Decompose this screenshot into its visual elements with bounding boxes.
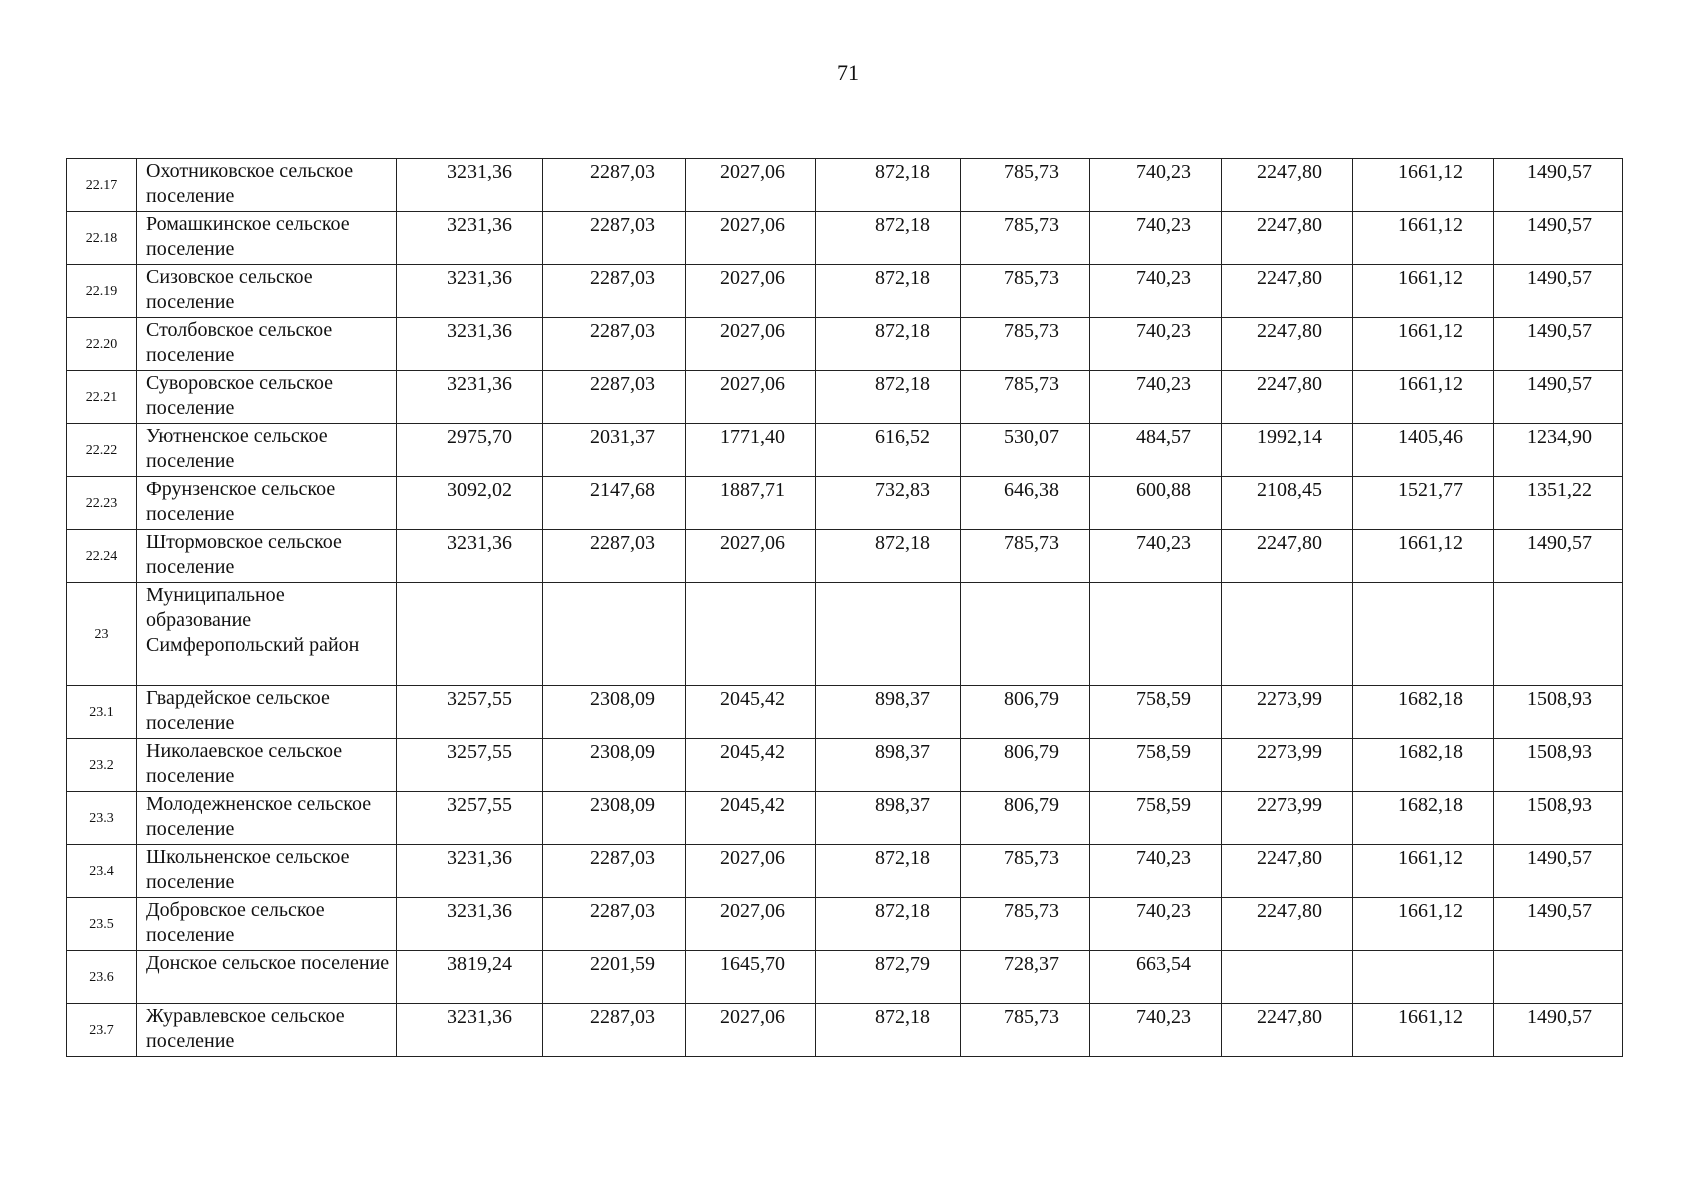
row-number: 23.4 bbox=[67, 845, 137, 898]
settlement-name: Муниципальное образование Симферопольский район bbox=[137, 583, 397, 686]
value-cell: 3231,36 bbox=[397, 212, 543, 265]
value-cell bbox=[961, 583, 1090, 686]
row-number: 23.5 bbox=[67, 898, 137, 951]
settlement-name: Сизовское сельское поселение bbox=[137, 265, 397, 318]
value-cell: 758,59 bbox=[1090, 686, 1222, 739]
value-cell: 2287,03 bbox=[543, 318, 686, 371]
value-cell: 1521,77 bbox=[1353, 477, 1494, 530]
value-cell: 872,18 bbox=[816, 530, 961, 583]
row-number: 23.3 bbox=[67, 792, 137, 845]
settlement-name: Школьненское сельское поселение bbox=[137, 845, 397, 898]
value-cell: 872,18 bbox=[816, 898, 961, 951]
value-cell: 898,37 bbox=[816, 686, 961, 739]
value-cell: 1490,57 bbox=[1494, 318, 1623, 371]
value-cell: 2247,80 bbox=[1222, 371, 1353, 424]
value-cell: 785,73 bbox=[961, 265, 1090, 318]
value-cell: 785,73 bbox=[961, 530, 1090, 583]
value-cell: 898,37 bbox=[816, 792, 961, 845]
value-cell: 806,79 bbox=[961, 739, 1090, 792]
value-cell: 663,54 bbox=[1090, 951, 1222, 1004]
value-cell: 740,23 bbox=[1090, 371, 1222, 424]
value-cell: 1490,57 bbox=[1494, 898, 1623, 951]
value-cell bbox=[1494, 951, 1623, 1004]
table-row bbox=[67, 951, 1623, 1004]
value-cell: 2045,42 bbox=[686, 792, 816, 845]
table-row bbox=[67, 212, 1623, 265]
value-cell: 1661,12 bbox=[1353, 845, 1494, 898]
value-cell: 740,23 bbox=[1090, 530, 1222, 583]
row-number: 22.19 bbox=[67, 265, 137, 318]
value-cell: 3231,36 bbox=[397, 159, 543, 212]
settlement-name: Николаевское сельское поселение bbox=[137, 739, 397, 792]
value-cell: 1661,12 bbox=[1353, 265, 1494, 318]
value-cell: 1508,93 bbox=[1494, 686, 1623, 739]
value-cell: 1682,18 bbox=[1353, 792, 1494, 845]
settlement-name: Ромашкинское сельское поселение bbox=[137, 212, 397, 265]
value-cell: 785,73 bbox=[961, 898, 1090, 951]
value-cell: 1661,12 bbox=[1353, 212, 1494, 265]
value-cell: 2287,03 bbox=[543, 371, 686, 424]
table-row bbox=[67, 845, 1623, 898]
value-cell: 2027,06 bbox=[686, 1004, 816, 1057]
row-number: 22.20 bbox=[67, 318, 137, 371]
value-cell: 740,23 bbox=[1090, 845, 1222, 898]
settlement-name: Столбовское сельское поселение bbox=[137, 318, 397, 371]
value-cell: 872,18 bbox=[816, 318, 961, 371]
value-cell: 898,37 bbox=[816, 739, 961, 792]
table-row bbox=[67, 530, 1623, 583]
value-cell: 646,38 bbox=[961, 477, 1090, 530]
value-cell: 2247,80 bbox=[1222, 898, 1353, 951]
page-number: 71 bbox=[837, 60, 859, 85]
table-row bbox=[67, 739, 1623, 792]
value-cell: 2045,42 bbox=[686, 686, 816, 739]
value-cell: 3092,02 bbox=[397, 477, 543, 530]
value-cell: 2247,80 bbox=[1222, 265, 1353, 318]
value-cell bbox=[543, 583, 686, 686]
value-cell: 3231,36 bbox=[397, 845, 543, 898]
settlement-name: Добровское сельское поселение bbox=[137, 898, 397, 951]
table-row bbox=[67, 792, 1623, 845]
value-cell: 2273,99 bbox=[1222, 792, 1353, 845]
value-cell: 872,18 bbox=[816, 845, 961, 898]
value-cell: 2287,03 bbox=[543, 212, 686, 265]
value-cell: 1234,90 bbox=[1494, 424, 1623, 477]
value-cell: 2308,09 bbox=[543, 739, 686, 792]
value-cell: 872,18 bbox=[816, 265, 961, 318]
table-row bbox=[67, 583, 1623, 686]
tariff-table bbox=[66, 158, 1623, 1057]
value-cell: 1682,18 bbox=[1353, 739, 1494, 792]
value-cell: 806,79 bbox=[961, 686, 1090, 739]
value-cell: 2247,80 bbox=[1222, 212, 1353, 265]
value-cell: 872,18 bbox=[816, 1004, 961, 1057]
row-number: 22.18 bbox=[67, 212, 137, 265]
value-cell: 2045,42 bbox=[686, 739, 816, 792]
value-cell: 1661,12 bbox=[1353, 898, 1494, 951]
table-row bbox=[67, 371, 1623, 424]
value-cell: 740,23 bbox=[1090, 318, 1222, 371]
value-cell: 740,23 bbox=[1090, 1004, 1222, 1057]
value-cell: 785,73 bbox=[961, 212, 1090, 265]
table-row bbox=[67, 265, 1623, 318]
value-cell: 1661,12 bbox=[1353, 1004, 1494, 1057]
value-cell: 785,73 bbox=[961, 159, 1090, 212]
value-cell: 1490,57 bbox=[1494, 212, 1623, 265]
value-cell: 2027,06 bbox=[686, 212, 816, 265]
value-cell: 806,79 bbox=[961, 792, 1090, 845]
value-cell: 3257,55 bbox=[397, 686, 543, 739]
value-cell: 1490,57 bbox=[1494, 371, 1623, 424]
value-cell bbox=[1353, 951, 1494, 1004]
value-cell: 3257,55 bbox=[397, 739, 543, 792]
value-cell: 2308,09 bbox=[543, 792, 686, 845]
table-row bbox=[67, 1004, 1623, 1057]
row-number: 22.24 bbox=[67, 530, 137, 583]
settlement-name: Штормовское сельское поселение bbox=[137, 530, 397, 583]
value-cell: 2027,06 bbox=[686, 318, 816, 371]
value-cell bbox=[1222, 583, 1353, 686]
value-cell: 2273,99 bbox=[1222, 686, 1353, 739]
table-row bbox=[67, 686, 1623, 739]
value-cell: 1405,46 bbox=[1353, 424, 1494, 477]
value-cell: 3819,24 bbox=[397, 951, 543, 1004]
row-number: 23.1 bbox=[67, 686, 137, 739]
table-row bbox=[67, 477, 1623, 530]
table-row bbox=[67, 159, 1623, 212]
settlement-name: Донское сельское поселение bbox=[137, 951, 397, 1004]
value-cell: 3231,36 bbox=[397, 318, 543, 371]
value-cell: 785,73 bbox=[961, 1004, 1090, 1057]
value-cell: 2273,99 bbox=[1222, 739, 1353, 792]
value-cell bbox=[686, 583, 816, 686]
value-cell bbox=[1494, 583, 1623, 686]
value-cell: 530,07 bbox=[961, 424, 1090, 477]
settlement-name: Уютненское сельское поселение bbox=[137, 424, 397, 477]
value-cell: 2287,03 bbox=[543, 265, 686, 318]
value-cell bbox=[816, 583, 961, 686]
value-cell bbox=[1353, 583, 1494, 686]
value-cell: 2287,03 bbox=[543, 1004, 686, 1057]
value-cell: 2027,06 bbox=[686, 371, 816, 424]
value-cell bbox=[1090, 583, 1222, 686]
value-cell: 728,37 bbox=[961, 951, 1090, 1004]
settlement-name: Молодежненское сельское поселение bbox=[137, 792, 397, 845]
value-cell: 2308,09 bbox=[543, 686, 686, 739]
value-cell: 1490,57 bbox=[1494, 159, 1623, 212]
value-cell: 3231,36 bbox=[397, 898, 543, 951]
value-cell: 758,59 bbox=[1090, 792, 1222, 845]
value-cell: 1661,12 bbox=[1353, 530, 1494, 583]
value-cell: 3231,36 bbox=[397, 265, 543, 318]
value-cell: 2975,70 bbox=[397, 424, 543, 477]
value-cell: 1887,71 bbox=[686, 477, 816, 530]
value-cell: 1490,57 bbox=[1494, 265, 1623, 318]
value-cell: 1771,40 bbox=[686, 424, 816, 477]
value-cell: 872,79 bbox=[816, 951, 961, 1004]
value-cell: 2247,80 bbox=[1222, 159, 1353, 212]
value-cell: 2287,03 bbox=[543, 530, 686, 583]
value-cell: 616,52 bbox=[816, 424, 961, 477]
value-cell: 1508,93 bbox=[1494, 739, 1623, 792]
settlement-name: Журавлевское сельское поселение bbox=[137, 1004, 397, 1057]
value-cell: 785,73 bbox=[961, 845, 1090, 898]
value-cell: 785,73 bbox=[961, 371, 1090, 424]
value-cell: 3231,36 bbox=[397, 530, 543, 583]
settlement-name: Охотниковское сельское поселение bbox=[137, 159, 397, 212]
value-cell: 1645,70 bbox=[686, 951, 816, 1004]
value-cell: 1682,18 bbox=[1353, 686, 1494, 739]
settlement-name: Суворовское сельское поселение bbox=[137, 371, 397, 424]
value-cell: 600,88 bbox=[1090, 477, 1222, 530]
row-number: 22.23 bbox=[67, 477, 137, 530]
value-cell bbox=[397, 583, 543, 686]
row-number: 23.6 bbox=[67, 951, 137, 1004]
value-cell: 2027,06 bbox=[686, 898, 816, 951]
settlement-name: Фрунзенское сельское поселение bbox=[137, 477, 397, 530]
value-cell: 2147,68 bbox=[543, 477, 686, 530]
value-cell bbox=[1222, 951, 1353, 1004]
row-number: 22.22 bbox=[67, 424, 137, 477]
value-cell: 1661,12 bbox=[1353, 371, 1494, 424]
value-cell: 785,73 bbox=[961, 318, 1090, 371]
value-cell: 740,23 bbox=[1090, 265, 1222, 318]
value-cell: 2287,03 bbox=[543, 845, 686, 898]
value-cell: 872,18 bbox=[816, 159, 961, 212]
value-cell: 1490,57 bbox=[1494, 845, 1623, 898]
value-cell: 740,23 bbox=[1090, 212, 1222, 265]
row-number: 23.7 bbox=[67, 1004, 137, 1057]
row-number: 23.2 bbox=[67, 739, 137, 792]
value-cell: 732,83 bbox=[816, 477, 961, 530]
value-cell: 872,18 bbox=[816, 371, 961, 424]
value-cell: 2027,06 bbox=[686, 845, 816, 898]
value-cell: 2201,59 bbox=[543, 951, 686, 1004]
row-number: 22.21 bbox=[67, 371, 137, 424]
value-cell: 2287,03 bbox=[543, 159, 686, 212]
value-cell: 2027,06 bbox=[686, 159, 816, 212]
value-cell: 1508,93 bbox=[1494, 792, 1623, 845]
value-cell: 2108,45 bbox=[1222, 477, 1353, 530]
table-body bbox=[67, 159, 1623, 1057]
value-cell: 2247,80 bbox=[1222, 1004, 1353, 1057]
value-cell: 484,57 bbox=[1090, 424, 1222, 477]
value-cell: 2287,03 bbox=[543, 898, 686, 951]
value-cell: 740,23 bbox=[1090, 159, 1222, 212]
table-row bbox=[67, 424, 1623, 477]
value-cell: 1661,12 bbox=[1353, 318, 1494, 371]
value-cell: 2247,80 bbox=[1222, 318, 1353, 371]
table-row bbox=[67, 318, 1623, 371]
value-cell: 3231,36 bbox=[397, 371, 543, 424]
table-row bbox=[67, 898, 1623, 951]
value-cell: 1661,12 bbox=[1353, 159, 1494, 212]
value-cell: 3257,55 bbox=[397, 792, 543, 845]
value-cell: 1992,14 bbox=[1222, 424, 1353, 477]
value-cell: 1490,57 bbox=[1494, 530, 1623, 583]
value-cell: 2027,06 bbox=[686, 530, 816, 583]
value-cell: 740,23 bbox=[1090, 898, 1222, 951]
value-cell: 2031,37 bbox=[543, 424, 686, 477]
value-cell: 2247,80 bbox=[1222, 845, 1353, 898]
value-cell: 2247,80 bbox=[1222, 530, 1353, 583]
value-cell: 1490,57 bbox=[1494, 1004, 1623, 1057]
row-number: 23 bbox=[67, 583, 137, 686]
value-cell: 758,59 bbox=[1090, 739, 1222, 792]
row-number: 22.17 bbox=[67, 159, 137, 212]
value-cell: 3231,36 bbox=[397, 1004, 543, 1057]
value-cell: 872,18 bbox=[816, 212, 961, 265]
value-cell: 1351,22 bbox=[1494, 477, 1623, 530]
value-cell: 2027,06 bbox=[686, 265, 816, 318]
settlement-name: Гвардейское сельское поселение bbox=[137, 686, 397, 739]
